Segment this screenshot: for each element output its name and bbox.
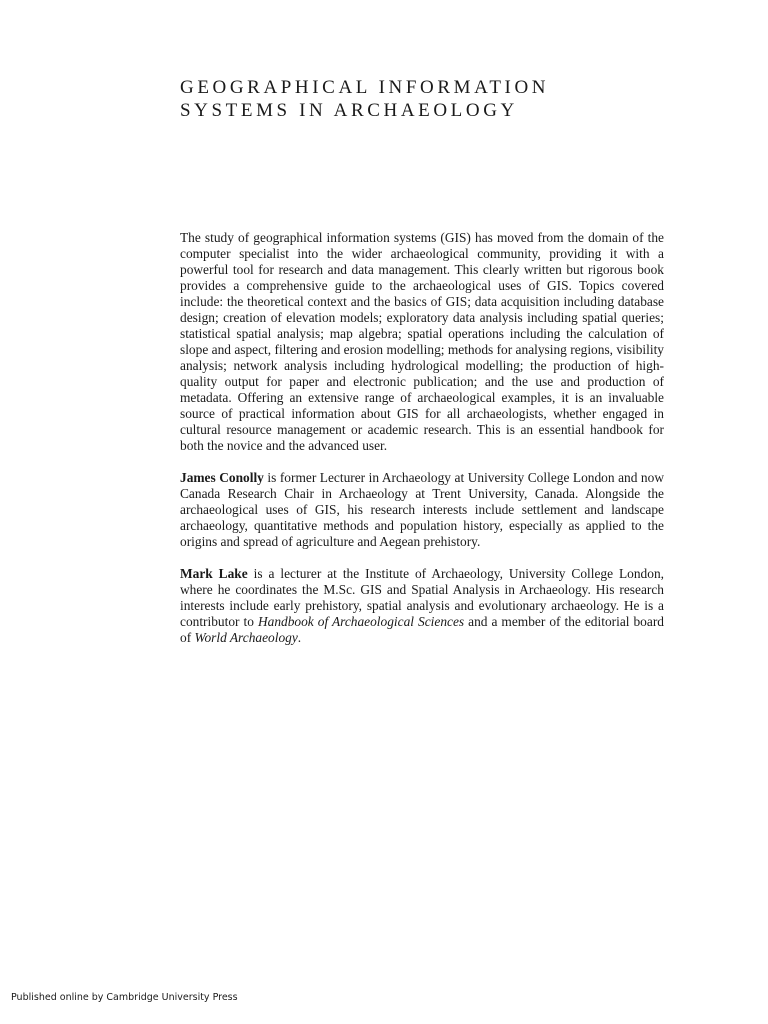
book-title <box>180 76 680 122</box>
book-blurb: The study of geographical information systems (GIS) has moved from the domain of the computer specialist into the wider archaeological community, providing it with a powerful tool for research and data management. This clearly written but rigorous book provides a comprehensive guide to the archaeological uses of GIS. Topics covered include: the theoretical context and the basics of GIS; data acquisition including database design; creation of elevation models; exploratory data analysis including spatial queries; statistical spatial analysis; map algebra; spatial operations including the calculation of slope and aspect, filtering and erosion modelling; methods for analysing regions, visibility analysis; network analysis including hydrological modelling; the production of high-quality output for paper and electronic publication; and the use and production of metadata. Offering an extensive range of archaeological examples, it is an invaluable source of practical information about GIS for all archaeologists, whether engaged in cultural resource management or academic research. This is an essential handbook for both the novice and the advanced user. <box>180 230 664 453</box>
description-section <box>180 230 664 662</box>
author-bio-text-lake-2: and a member of the editorial board of <box>180 614 664 645</box>
author-bio-lake <box>180 566 664 646</box>
author-name-conolly: James Conolly <box>180 470 264 485</box>
author-bio-text-conolly: is former Lecturer in Archaeology at University College London and now Canada Research Chair in Archaeology at Trent University, Canada. Alongside the archaeological uses of GIS, his research interests include settlement and landscape archaeology, quantitative methods and population history, especially as applied to the origins and spread of agriculture and Aegean prehistory. <box>180 470 664 549</box>
author-bio-text-lake-1: is a lecturer at the Institute of Archaeology, University College London, where he coordinates the M.Sc. GIS and Spatial Analysis in Archaeology. His research interests include early prehistory, spatial analysis and evolutionary archaeology. He is a contributor to <box>180 566 664 629</box>
author-bio-conolly <box>180 470 664 550</box>
author-bio-text-lake-end: . <box>297 630 302 645</box>
book-title-handbook: Handbook of Archaeological Sciences <box>257 614 465 629</box>
book-title-line-1: GEOGRAPHICAL INFORMATION <box>180 77 550 98</box>
book-title-line-2: SYSTEMS IN ARCHAEOLOGY <box>180 100 518 121</box>
author-name-lake: Mark Lake <box>180 566 248 581</box>
journal-title-world-archaeology: World Archaeology <box>194 630 298 645</box>
publisher-footer: Published online by Cambridge University Press <box>11 992 238 1003</box>
